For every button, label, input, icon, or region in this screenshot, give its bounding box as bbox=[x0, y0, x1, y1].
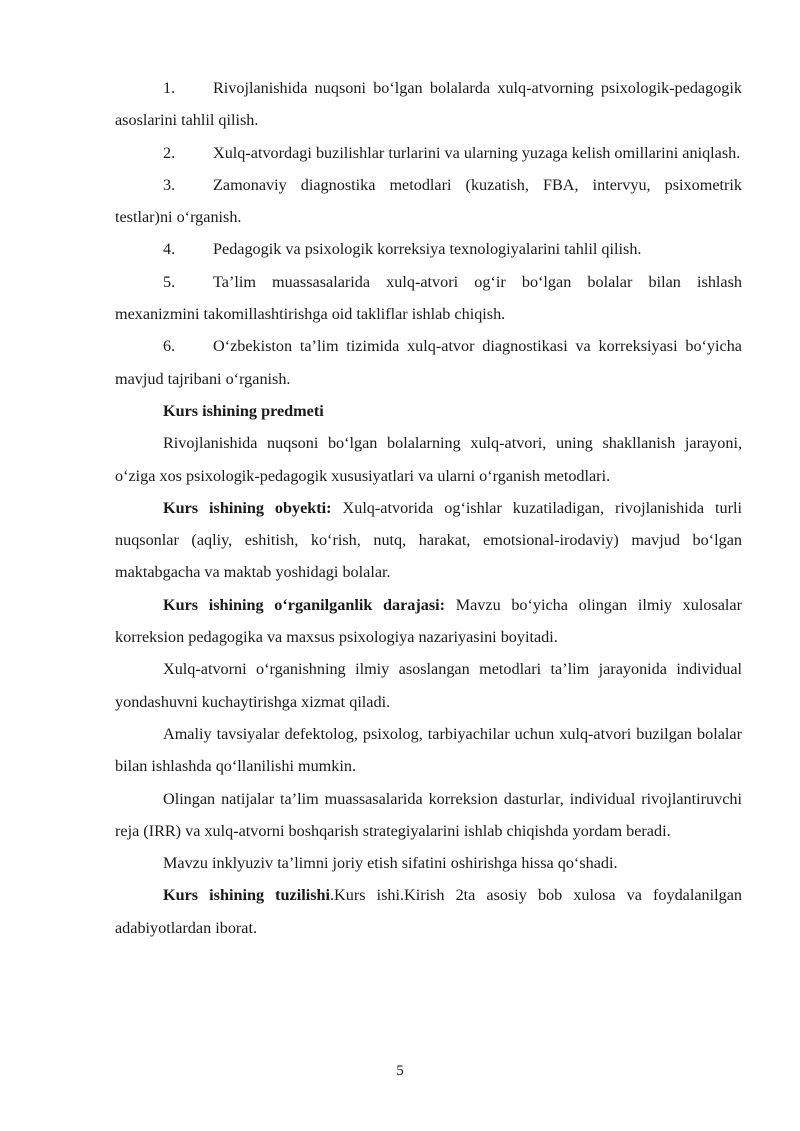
list-item bbox=[115, 72, 742, 137]
tuzilishi-label: Kurs ishining tuzilishi bbox=[163, 886, 330, 905]
obyekt-label: Kurs ishining obyekti: bbox=[163, 498, 332, 517]
list-item bbox=[115, 137, 742, 169]
list-text: Ta’lim muassasalarida xulq-atvori og‘ir bo‘lgan bolalar bilan ishlash mexanizmini takomillashtirishga oid takliflar ishlab chiqish. bbox=[115, 272, 742, 324]
section-heading-predmet bbox=[115, 395, 742, 427]
list-item bbox=[115, 233, 742, 265]
body-paragraph: Xulq-atvorni o‘rganishning ilmiy asoslangan metodlari ta’lim jarayonida individual yondashuvni kuchaytirishga xizmat qiladi. bbox=[115, 660, 742, 711]
list-number: 5. bbox=[163, 272, 176, 291]
organilganlik-label: Kurs ishining o‘rganilganlik darajasi: bbox=[163, 595, 446, 614]
organilganlik-paragraph bbox=[115, 589, 742, 654]
obyekt-text: Xulq-atvorida og‘ishlar kuzatiladigan, rivojlanishida turli nuqsonlar (aqliy, eshitish, ko‘rish, nutq, harakat, emotsional-irodaviy) mavjud bo‘lgan maktabgacha va maktab yoshidagi bolalar. bbox=[115, 498, 742, 582]
body-paragraph: Olingan natijalar ta’lim muassasalarida korreksion dasturlar, individual rivojlantiruvchi reja (IRR) va xulq-atvorni boshqarish strategiyalarini ishlab chiqishda yordam beradi. bbox=[115, 789, 742, 840]
body-paragraph: Mavzu inklyuziv ta’limni joriy etish sifatini oshirishga hissa qo‘shadi. bbox=[163, 854, 618, 873]
page-number: 5 bbox=[396, 1063, 404, 1079]
list-text: Pedagogik va psixologik korreksiya texnologiyalarini tahlil qilish. bbox=[213, 240, 642, 259]
list-text: O‘zbekiston ta’lim tizimida xulq-atvor diagnostikasi va korreksiyasi bo‘yicha mavjud tajribani o‘rganish. bbox=[115, 337, 742, 388]
heading-text: Kurs ishining predmeti bbox=[163, 401, 324, 420]
list-text: Zamonaviy diagnostika metodlari (kuzatish, FBA, intervyu, psixometrik testlar)ni o‘rganish. bbox=[115, 175, 742, 227]
list-number: 4. bbox=[163, 240, 176, 259]
list-item bbox=[115, 266, 742, 331]
tuzilishi-paragraph bbox=[115, 879, 742, 944]
body-paragraph: Amaliy tavsiyalar defektolog, psixolog, tarbiyachilar uchun xulq-atvori buzilgan bolalar bilan ishlashda qo‘llanilishi mumkin. bbox=[115, 724, 742, 776]
list-number: 3. bbox=[163, 175, 176, 194]
tuzilishi-text: .Kurs ishi.Kirish 2ta asosiy bob xulosa va foydalanilgan adabiyotlardan iborat. bbox=[115, 886, 743, 937]
list-number: 6. bbox=[163, 337, 176, 356]
document-body bbox=[115, 72, 742, 944]
obyekt-paragraph bbox=[115, 492, 742, 589]
list-number: 1. bbox=[163, 79, 176, 97]
list-text: Xulq-atvordagi buzilishlar turlarini va ularning yuzaga kelish omillarini aniqlash. bbox=[213, 143, 741, 162]
list-item bbox=[115, 330, 742, 395]
predmet-paragraph: Rivojlanishida nuqsoni bo‘lgan bolalarning xulq-atvori, uning shakllanish jarayoni, o‘ziga xos psixologik-pedagogik xususiyatlari va ularni o‘rganish metodlari. bbox=[115, 434, 742, 485]
list-text: Rivojlanishida nuqsoni bo‘lgan bolalarda xulq-atvorning psixologik-pedagogik asoslarini tahlil qilish. bbox=[115, 79, 742, 130]
list-number: 2. bbox=[163, 143, 176, 162]
list-item bbox=[115, 169, 742, 234]
organilganlik-text: Mavzu bo‘yicha olingan ilmiy xulosalar korreksion pedagogika va maxsus psixologiya nazariyasini boyitadi. bbox=[115, 595, 742, 647]
